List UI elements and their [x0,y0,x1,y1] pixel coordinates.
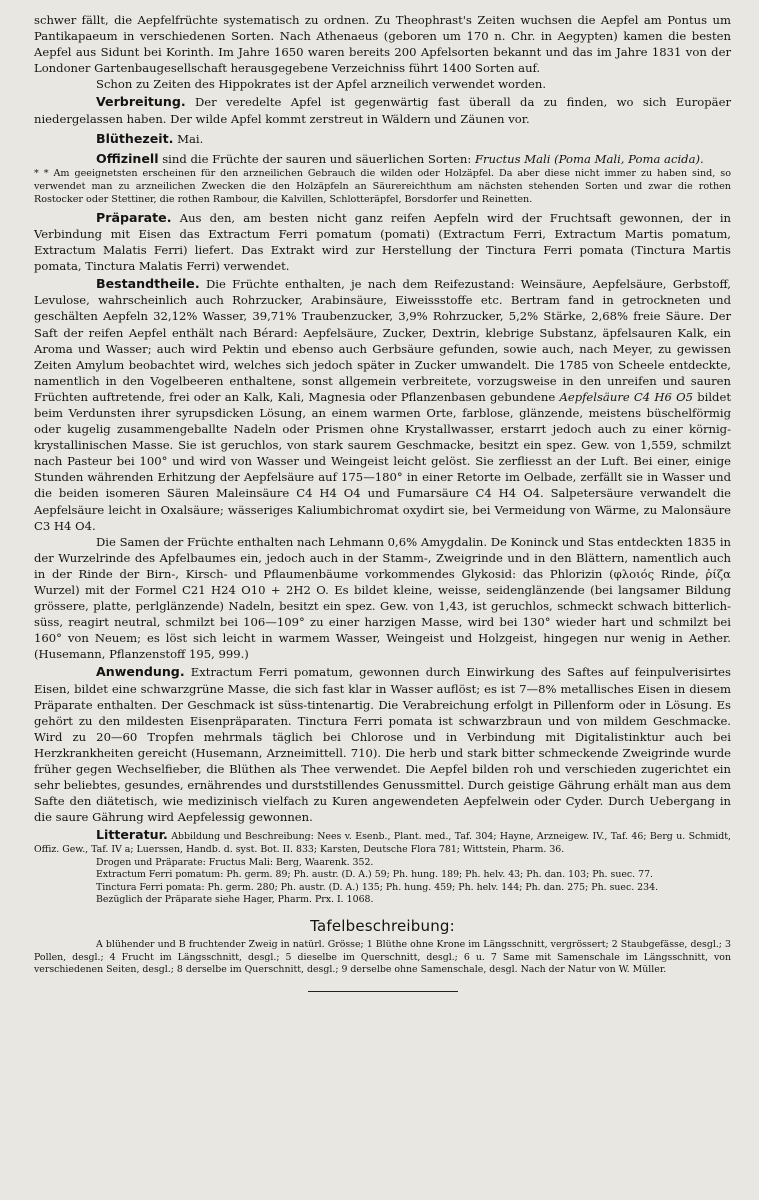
section-heading: Litteratur. [96,827,168,843]
section-text-cont: bildet beim Verdunsten ihrer syrupsdicken Lösung, an einem warmen Orte, farblose, glänzende, meistens büschelförmig oder kugelig zusammengeballte Nadeln oder Prismen ohne Krystallwasser, erstarrt jedoch auch zu einer körnig-krystallinischen Masse. Sie ist geruchlos, von stark saurem Geschmacke, besitzt ein spez. Gew. von 1,559, schmilzt nach Pasteur bei 100° und wird von Wasser und Weingeist leicht gelöst. Sie zerfliesst an der Luft. Bei einer, einige Stunden währenden Erhitzung der Aepfelsäure auf 175—180° in einer Retorte im Oelbade, zerfällt sie in Wasser und die beiden isomeren Säuren Maleinsäure C4 H4 O4 und Fumarsäure C4 H4 O4. Salpetersäure verwandelt die Aepfelsäure leicht in Oxalsäure; wässeriges Kaliumbichromat oxydirt sie, bei Vermeidung von Wärme, zu Malonsäure C3 H4 O4. [34,389,731,533]
litteratur-bezueglich: Bezüglich der Präparate siehe Hager, Pharm. Prx. I. 1068. [96,894,374,906]
section-text: Abbildung und Beschreibung: Nees v. Esenb., Plant. med., Taf. 304; Hayne, Arzneigew. IV., Taf. 46; Berg u. Schmidt, Offiz. Gew., Taf. IV a; Luerssen, Handb. d. syst. Bot. II. 833; Karsten, Deutsche Flora 781; Wittstein, Pharm. 36. [34,831,731,855]
section-heading: Offizinell [96,150,159,166]
litteratur-extractum: Extractum Ferri pomatum: Ph. germ. 89; Ph. austr. (D. A.) 59; Ph. hung. 189; Ph. helv. 43; Ph. dan. 103; Ph. suec. 77. [96,869,654,881]
paragraph-history: schwer fällt, die Aepfelfrüchte systematisch zu ordnen. Zu Theophrast's Zeiten wuchsen die Aepfel am Pontus um Pantikapaeum in verschiedenen Sorten. Nach Athenaeus (geboren um 170 n. Chr. in Aegypten) kamen die besten Aepfel aus Sidunt bei Korinth. Im Jahre 1650 waren bereits 200 Apfelsorten bekannt und das im Jahre 1831 von der Londoner Gartenbaugesellschaft herausgegebene Verzeichniss führt 1400 Sorten auf. [34,13,731,76]
litteratur-drogen: Drogen und Präparate: Fructus Mali: Berg, Waarenk. 352. [96,856,374,868]
section-text: Mai. [173,131,204,146]
section-text: Aus den, am besten nicht ganz reifen Aepfeln wird der Fruchtsaft gewonnen, der in Verbindung mit Eisen das Extractum Ferri pomatum (pomati) (Extractum Ferri, Extractum Martis pomatum, Extractum Malatis Ferri) liefert. Das Extrakt wird zur Herstellung der Tinctura Ferri pomata (Tinctura Martis pomata, Tinctura Malatis Ferri) verwendet. [34,210,731,274]
section-heading: Verbreitung. [96,94,186,110]
litteratur-tinctura: Tinctura Ferri pomata: Ph. germ. 280; Ph. austr. (D. A.) 135; Ph. hung. 459; Ph. helv. 144; Ph. dan. 275; Ph. suec. 234. [96,881,659,893]
footnote-offizinell: * * Am geeignetsten erscheinen für den arzneilichen Gebrauch die wilden oder Holzäpfel. Da aber diese nicht immer zu haben sind, so verwendet man zu arzneilichen Zwecken die den Holzäpfeln an Säurereichthum am nächsten stehenden Sorten und zwar die rothen Rostocker oder Stettiner, die rothen Rambour, die Kalvillen, Schlotteräpfel, Borsdorfer und Reinetten. [34,167,731,205]
section-verbreitung [34,94,731,126]
end-rule [308,991,458,992]
section-text: sind die Früchte der sauren und säuerlichen Sorten: [158,151,475,166]
section-text: Extractum Ferri pomatum, gewonnen durch Einwirkung des Saftes auf feinpulverisirtes Eisen, bildet eine schwarzgrüne Masse, die sich fast klar in Wasser auflöst; es ist 7—8% metallisches Eisen in diesem Präparate enthalten. Der Geschmack ist süss-tintenartig. Die Verabreichung erfolgt in Pillenform oder in Lösung. Es gehört zu den mildesten Eisenpräparaten. Tinctura Ferri pomata ist schwarzbraun und von mildem Geschmacke. Wird zu 20—60 Tropfen mehrmals täglich bei Chlorose und in Verbindung mit Digitalistinktur auch bei Herzkrankheiten gereicht (Husemann, Arzneimittell. 710). Die herb und stark bitter schmeckende Zweigrinde wurde früher gegen Wechselfieber, die Blüthen als Thee verwendet. Die Aepfel bilden roh und verschieden zugerichtet ein sehr beliebtes, gesundes, ernährendes und durststillendes Genussmittel. Durch geistige Gährung erhält man aus dem Safte den diätetisch, wie medizinisch vielfach zu Kuren angewendeten Aepfelwein oder Cyder. Durch Uebergang in die saure Gährung wird Aepfelessig gewonnen. [34,665,731,825]
plate-description-text: A blühender und B fruchtender Zweig in natürl. Grösse; 1 Blüthe ohne Krone im Längsschnitt, vergrössert; 2 Staubgefässe, desgl.; 3 Pollen, desgl.; 4 Frucht im Längsschnitt, desgl.; 5 dieselbe im Querschnitt, desgl.; 6 u. 7 Same mit Samenschale im Längsschnitt, von verschiedenen Seiten, desgl.; 8 derselbe im Querschnitt, desgl.; 9 derselbe ohne Samenschale, desgl. Nach der Natur von W. Müller. [34,938,731,976]
section-offizinell [34,151,731,167]
section-heading: Blüthezeit. [96,130,174,146]
section-text: Der veredelte Apfel ist gegenwärtig fast überall da zu finden, wo sich Europäer niedergelassen haben. Der wilde Apfel kommt zerstreut in Wäldern und Zäunen vor. [34,95,731,126]
section-bestandtheile [34,276,731,534]
section-anwendung [34,664,731,825]
latin-name: Fructus Mali (Poma Mali, Poma acida). [474,151,704,166]
section-heading: Präparate. [96,209,172,225]
section-litteratur [34,829,731,856]
formula-aepfelsaeure: Aepfelsäure C4 H6 O5 [559,389,693,404]
paragraph-hippokrates: Schon zu Zeiten des Hippokrates ist der Apfel arzneilich verwendet worden. [96,77,547,92]
section-praeparate [34,210,731,274]
section-heading: Bestandtheile. [96,276,200,292]
plate-description-title: Tafelbeschreibung: [310,916,455,935]
section-bluethezeit [34,131,731,147]
section-text: Die Früchte enthalten, je nach dem Reifezustand: Weinsäure, Aepfelsäure, Gerbstoff, Levulose, wahrscheinlich auch Rohrzucker, Arabinsäure, Eiweissstoffe etc. Bertram fand in getrockneten und geschälten Aepfeln 32,12% Wasser, 39,71% Traubenzucker, 3,9% Rohrzucker, 5,2% Stärke, 2,68% freie Säure. Der Saft der reifen Aepfel enthält nach Bérard: Aepfelsäure, Zucker, Dextrin, klebrige Substanz, äpfelsauren Kalk, ein Aroma und Wasser; auch wird Pektin und ebenso auch Gerbsäure gefunden, sowie auch, nach Meyer, zu gewissen Zeiten Amylum beobachtet wird, welches sich jedoch später in Zucker umwandelt. Die 1785 von Scheele entdeckte, namentlich in den Vogelbeeren enthaltene, sonst allgemein verbreitete, vorzugsweise in den unreifen und sauren Früchten auftretende, frei oder an Kalk, Kali, Magnesia oder Pflanzenbasen gebundene [34,277,731,404]
paragraph-samen: Die Samen der Früchte enthalten nach Lehmann 0,6% Amygdalin. De Koninck und Stas entdeckten 1835 in der Wurzelrinde des Apfelbaumes ein, jedoch auch in der Stamm-, Zweigrinde und in den Blättern, namentlich auch in der Rinde der Birn-, Kirsch- und Pflaumenbäume vorkommendes Glykosid: das Phlorizin (φλοιός Rinde, ῥίζα Wurzel) mit der Formel C21 H24 O10 + 2H2 O. Es bildet kleine, weisse, seidenglänzende (bei langsamer Bildung grössere, platte, perlglänzende) Nadeln, besitzt ein spez. Gew. von 1,43, ist geruchlos, schmeckt schwach bitterlich-süss, reagirt neutral, schmilzt bei 106—109° zu einer harzigen Masse, wird bei 130° wieder hart und schmilzt bei 160° von Neuem; es löst sich leicht in warmem Wasser, Weingeist und Holzgeist, hingegen nur wenig in Aether. (Husemann, Pflanzenstoff 195, 999.) [34,534,731,662]
section-heading: Anwendung. [96,664,185,680]
